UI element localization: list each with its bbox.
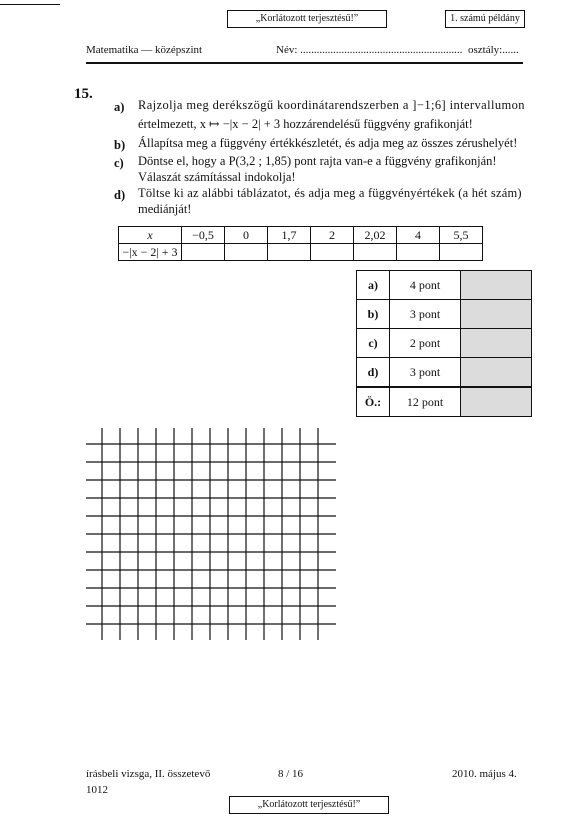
- part-a-label: a): [114, 100, 125, 114]
- x-value-cell: 2,02: [354, 227, 397, 244]
- footer-exam-type: írásbeli vizsga, II. összetevő: [86, 768, 211, 780]
- value-table: [118, 226, 483, 261]
- part-c-line-2: Válaszát számítással indokolja!: [138, 170, 296, 184]
- part-a-line-2: értelmezett, x ↦ −|x − 2| + 3 hozzárendelésű függvény grafikonját!: [138, 117, 473, 131]
- total-score-cell: [461, 387, 532, 417]
- fx-answer-cell[interactable]: [311, 244, 354, 261]
- value-table-row-fx: [119, 244, 483, 261]
- x-value-cell: 4: [397, 227, 440, 244]
- points-value: 4 pont: [390, 271, 461, 300]
- class-field: osztály:......: [468, 44, 519, 56]
- exam-date: 2010. május 4.: [452, 768, 517, 780]
- points-part-label: c): [357, 329, 390, 358]
- value-table-row-x: [119, 227, 483, 244]
- x-value-cell: 1,7: [268, 227, 311, 244]
- x-value-cell: 5,5: [440, 227, 483, 244]
- part-c-line-1: Döntse el, hogy a P(3,2 ; 1,85) pont rajta van-e a függvény grafikonján!: [138, 154, 497, 168]
- part-d-line-1: Töltse ki az alábbi táblázatot, és adja meg a függvényértékek (a hét szám): [138, 186, 522, 200]
- name-field: Név: ...........................................................: [276, 44, 463, 56]
- part-d-label: d): [114, 188, 126, 202]
- points-value: 3 pont: [390, 358, 461, 388]
- fx-answer-cell[interactable]: [182, 244, 225, 261]
- score-cell: [461, 358, 532, 388]
- points-part-label: b): [357, 300, 390, 329]
- fx-answer-cell[interactable]: [354, 244, 397, 261]
- x-value-cell: 2: [311, 227, 354, 244]
- fx-header-cell: −|x − 2| + 3: [119, 244, 182, 261]
- page-number: 8 / 16: [278, 768, 304, 780]
- restricted-notice: „Korlátozott terjesztésű!”: [227, 10, 387, 28]
- x-header-cell: x: [119, 227, 182, 244]
- fx-answer-cell[interactable]: [225, 244, 268, 261]
- points-part-label: d): [357, 358, 390, 388]
- x-value-cell: 0: [225, 227, 268, 244]
- part-c-label: c): [114, 156, 124, 170]
- score-cell: [461, 329, 532, 358]
- points-table: [356, 270, 532, 417]
- header-rule: [86, 62, 523, 64]
- points-total-label: Ö.:: [357, 387, 390, 417]
- footer-restricted-notice: „Korlátozott terjesztésű!”: [229, 796, 389, 814]
- score-cell: [461, 271, 532, 300]
- fx-answer-cell[interactable]: [440, 244, 483, 261]
- drawing-grid[interactable]: [86, 428, 336, 640]
- part-b-label: b): [114, 138, 126, 152]
- subject-title: Matematika — középszint: [86, 44, 203, 56]
- grid-lines: [86, 428, 336, 640]
- part-a-line-1: Rajzolja meg derékszögű koordinátarendszerben a ]−1;6] intervallumon: [138, 98, 525, 112]
- top-rule: [0, 4, 60, 5]
- part-b-line-1: Állapítsa meg a függvény értékkészletét, és adja meg az összes zérushelyét!: [138, 136, 518, 150]
- points-value: 3 pont: [390, 300, 461, 329]
- task-number: 15.: [74, 86, 93, 102]
- fx-answer-cell[interactable]: [397, 244, 440, 261]
- points-row: [357, 329, 532, 358]
- points-total-value: 12 pont: [390, 387, 461, 417]
- copy-number: 1. számú példány: [445, 10, 525, 28]
- points-row: [357, 271, 532, 300]
- points-total-row: [357, 387, 532, 417]
- fx-answer-cell[interactable]: [268, 244, 311, 261]
- points-row: [357, 358, 532, 388]
- x-value-cell: −0,5: [182, 227, 225, 244]
- points-row: [357, 300, 532, 329]
- footer-code: 1012: [86, 784, 108, 796]
- part-d-line-2: mediánját!: [138, 202, 192, 216]
- points-value: 2 pont: [390, 329, 461, 358]
- points-part-label: a): [357, 271, 390, 300]
- score-cell: [461, 300, 532, 329]
